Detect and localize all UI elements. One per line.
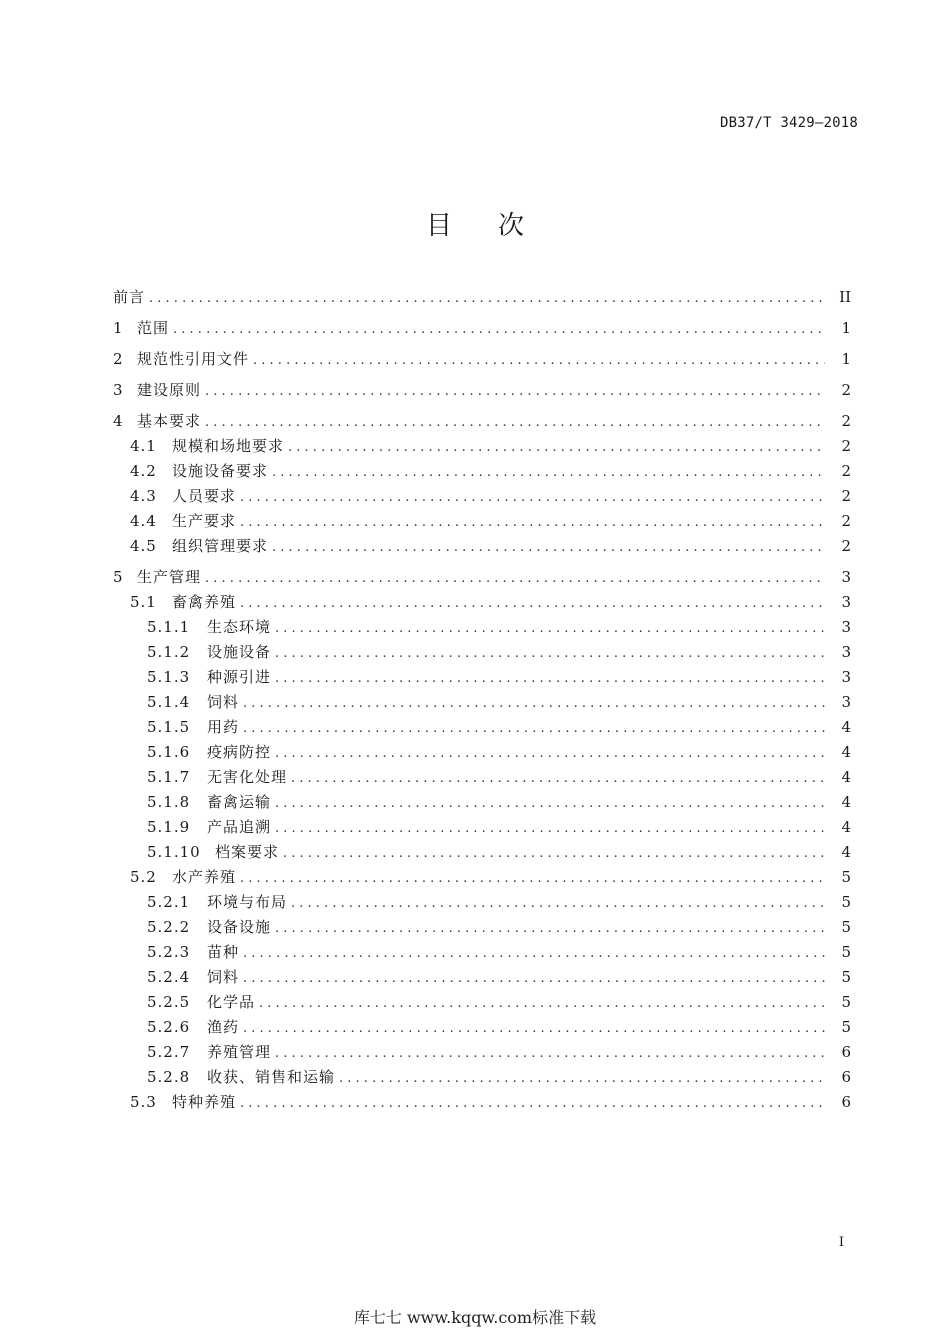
toc-entry-label: 无害化处理 [207,768,288,786]
toc-entry-number: 5.2.8 [147,1068,191,1086]
toc-entry-label: 生产要求 [172,512,237,530]
toc-entry-number: 4 [113,412,124,430]
toc-entry-page: 5 [841,943,851,961]
toc-entry-label: 生产管理 [137,568,202,586]
toc-entry-page: 3 [841,618,851,636]
toc-entry-number: 5 [113,568,124,586]
toc-entry[interactable] [113,741,851,766]
toc-entry-page: 2 [841,487,851,505]
toc-leader-dots [243,1021,825,1036]
toc-entry[interactable] [113,485,851,510]
toc-leader-dots [272,540,825,555]
toc-entry[interactable] [113,591,851,616]
toc-entry-label: 疫病防控 [207,743,272,761]
toc-entry[interactable] [113,816,851,841]
toc-leader-dots [275,921,825,936]
toc-leader-dots [243,721,825,736]
toc-entry-label: 种源引进 [207,668,272,686]
table-of-contents [113,286,851,1116]
toc-entry-number: 5.1.5 [147,718,191,736]
toc-entry[interactable] [113,916,851,941]
toc-leader-dots [291,896,825,911]
toc-entry-label: 基本要求 [137,412,202,430]
toc-entry-page: 6 [841,1043,851,1061]
toc-leader-dots [240,596,825,611]
toc-entry-number: 5.2.2 [147,918,191,936]
toc-entry-number: 5.1 [130,593,157,611]
toc-leader-dots [291,771,825,786]
toc-entry-number: 5.3 [130,1093,157,1111]
toc-entry[interactable] [113,460,851,485]
toc-entry-label: 设备设施 [207,918,272,936]
toc-entry-page: 4 [841,843,851,861]
toc-entry-number: 5.2.4 [147,968,191,986]
toc-entry-number: 4.5 [130,537,157,555]
toc-entry[interactable] [113,616,851,641]
toc-entry-page: 2 [841,437,851,455]
toc-entry-page: 4 [841,818,851,836]
toc-leader-dots [275,821,825,836]
toc-leader-dots [275,746,825,761]
toc-leader-dots [243,971,825,986]
toc-entry-page: 1 [841,319,851,337]
toc-entry-page: 2 [841,537,851,555]
toc-entry[interactable] [113,1091,851,1116]
toc-entry-number: 5.1.8 [147,793,191,811]
toc-entry-label: 水产养殖 [172,868,237,886]
toc-entry-page: 3 [841,693,851,711]
toc-entry-number: 5.1.3 [147,668,191,686]
toc-entry-number: 5.2.3 [147,943,191,961]
toc-leader-dots [288,440,825,455]
toc-entry[interactable] [113,666,851,691]
toc-entry-label: 设施设备要求 [172,462,269,480]
toc-entry-label: 特种养殖 [172,1093,237,1111]
toc-entry[interactable] [113,286,851,317]
toc-entry-label: 用药 [207,718,240,736]
toc-leader-dots [149,291,825,306]
toc-entry-label: 规模和场地要求 [172,437,285,455]
toc-entry-label: 档案要求 [215,843,280,861]
toc-entry-page: 5 [841,918,851,936]
toc-leader-dots [275,796,825,811]
toc-entry[interactable] [113,691,851,716]
toc-leader-dots [339,1071,825,1086]
toc-leader-dots [240,515,825,530]
toc-entry-page: 4 [841,768,851,786]
toc-entry-number: 5.2.5 [147,993,191,1011]
toc-entry-page: 1 [841,350,851,368]
toc-leader-dots [283,846,825,861]
toc-entry-label: 建设原则 [137,381,202,399]
toc-entry-label: 苗种 [207,943,240,961]
toc-entry-page: 2 [841,512,851,530]
toc-entry-number: 5.1.10 [147,843,201,861]
toc-entry-page: 2 [841,412,851,430]
toc-entry[interactable] [113,866,851,891]
toc-leader-dots [253,353,825,368]
toc-entry[interactable] [113,435,851,460]
toc-leader-dots [275,1046,825,1061]
toc-entry-label: 产品追溯 [207,818,272,836]
toc-entry[interactable] [113,379,851,410]
toc-entry-page: 3 [841,668,851,686]
toc-entry[interactable] [113,991,851,1016]
toc-entry[interactable] [113,535,851,560]
toc-entry-number: 5.2.1 [147,893,191,911]
toc-entry-number: 5.2.7 [147,1043,191,1061]
toc-entry-page: 4 [841,718,851,736]
toc-entry-number: 5.1.7 [147,768,191,786]
toc-entry-number: 5.1.1 [147,618,191,636]
toc-entry-page: 3 [841,568,851,586]
toc-entry-page: 5 [841,893,851,911]
toc-leader-dots [259,996,825,1011]
toc-leader-dots [243,946,825,961]
toc-leader-dots [275,621,825,636]
toc-leader-dots [243,696,825,711]
toc-entry[interactable] [113,941,851,966]
toc-leader-dots [205,415,825,430]
toc-entry[interactable] [113,317,851,348]
toc-entry-label: 养殖管理 [207,1043,272,1061]
toc-leader-dots [240,871,825,886]
toc-entry-label: 范围 [137,319,170,337]
toc-entry-number: 3 [113,381,124,399]
page-number: I [838,1235,844,1250]
toc-entry[interactable] [113,716,851,741]
toc-entry[interactable] [113,348,851,379]
toc-leader-dots [240,490,825,505]
toc-entry[interactable] [113,1041,851,1066]
toc-leader-dots [205,384,825,399]
toc-entry[interactable] [113,766,851,791]
toc-leader-dots [275,646,825,661]
toc-entry-page: 6 [841,1093,851,1111]
toc-entry-label: 人员要求 [172,487,237,505]
toc-entry-number: 4.4 [130,512,157,530]
toc-entry[interactable] [113,891,851,916]
standard-code: DB37/T 3429—2018 [719,115,858,131]
toc-entry-page: 5 [841,968,851,986]
toc-entry-label: 渔药 [207,1018,240,1036]
toc-entry-page: 2 [841,381,851,399]
toc-entry-number: 5.1.6 [147,743,191,761]
toc-entry-label: 畜禽运输 [207,793,272,811]
toc-entry-label: 收获、销售和运输 [207,1068,336,1086]
toc-leader-dots [275,671,825,686]
toc-leader-dots [205,571,825,586]
toc-title: 目次 [425,211,570,241]
toc-entry-page: 3 [841,643,851,661]
footer-watermark: 库七七 www.kqqw.com标准下载 [353,1308,597,1327]
toc-entry[interactable] [113,510,851,535]
toc-entry-number: 5.2.6 [147,1018,191,1036]
toc-entry-label: 化学品 [207,993,256,1011]
toc-entry-label: 规范性引用文件 [137,350,250,368]
toc-entry-number: 4.3 [130,487,157,505]
toc-entry[interactable] [113,1066,851,1091]
toc-entry-label: 畜禽养殖 [172,593,237,611]
toc-entry-number: 4.1 [130,437,157,455]
toc-entry-page: II [839,288,851,306]
toc-entry[interactable] [113,966,851,991]
toc-entry-number: 5.2 [130,868,157,886]
toc-entry-page: 5 [841,868,851,886]
toc-entry-page: 2 [841,462,851,480]
toc-entry-page: 5 [841,1018,851,1036]
toc-leader-dots [272,465,825,480]
toc-entry[interactable] [113,641,851,666]
toc-entry[interactable] [113,841,851,866]
toc-entry-number: 1 [113,319,124,337]
toc-leader-dots [240,1096,825,1111]
toc-entry-label: 前言 [113,288,146,306]
toc-entry-page: 4 [841,743,851,761]
toc-entry-page: 5 [841,993,851,1011]
toc-entry-label: 饲料 [207,968,240,986]
toc-entry-number: 5.1.9 [147,818,191,836]
toc-entry-number: 2 [113,350,124,368]
toc-entry-number: 5.1.2 [147,643,191,661]
toc-entry-page: 4 [841,793,851,811]
toc-entry-label: 组织管理要求 [172,537,269,555]
toc-leader-dots [173,322,825,337]
toc-entry[interactable] [113,1016,851,1041]
toc-entry-page: 6 [841,1068,851,1086]
toc-entry[interactable] [113,791,851,816]
toc-entry-label: 环境与布局 [207,893,288,911]
toc-entry-label: 设施设备 [207,643,272,661]
toc-entry-number: 4.2 [130,462,157,480]
toc-entry-label: 饲料 [207,693,240,711]
toc-entry-label: 生态环境 [207,618,272,636]
toc-entry-page: 3 [841,593,851,611]
toc-entry-number: 5.1.4 [147,693,191,711]
